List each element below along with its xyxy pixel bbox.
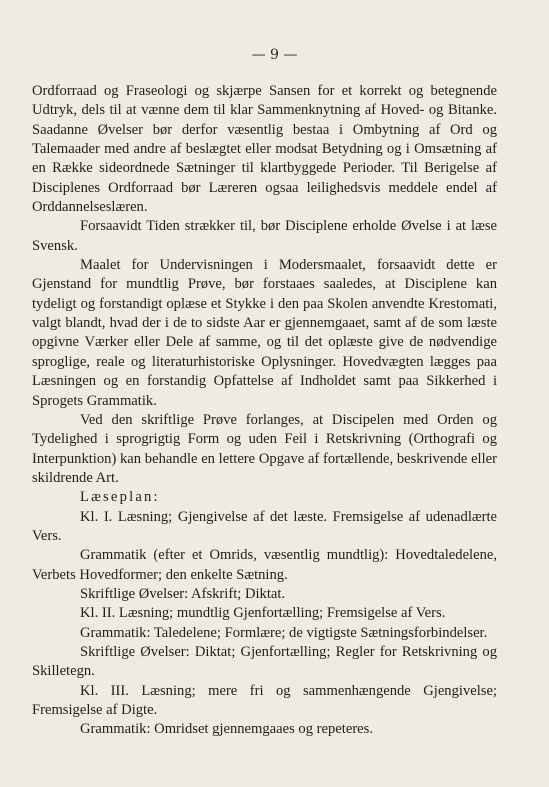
plan-entry: Grammatik: Omridset gjennemgaaes og repeteres. xyxy=(80,721,373,738)
paragraph: Ved den skriftlige Prøve forlanges, at Discipelen med Orden og Tydelighed i sprogrigtig Form og uden Feil i Retskrivning (Orthografi og Interpunktion) kan behandle en lettere Opgave af fortællende, beskrivende eller skildrende Art. xyxy=(32,411,497,486)
paragraph: Forsaavidt Tiden strækker til, bør Disciplene erholde Øvelse i at læse Svensk. xyxy=(32,218,497,254)
plan-heading: Læseplan: xyxy=(80,489,160,506)
plan-entry: Skriftlige Øvelser: Diktat; Gjenfortælling; Regler for Retskrivning og Skilletegn. xyxy=(32,643,497,680)
page-number: — 9 — xyxy=(251,47,298,63)
paragraph: Maalet for Undervisningen i Modersmaalet, forsaavidt dette er Gjenstand for mundtlig Prøve, bør forstaaes saaledes, at Disciplene kan tydeligt og forstandigt oplæse et Stykke i den paa Skolen anvendte Krestomati, valgt blandt, hvad der i de to sidste Aar er gjennemgaaet, samt af de som læste opgivne Værker eller Dele af samme, og til det oplæste give de nødvendige sproglige, reale og literaturhistoriske Oplysninger. Hovedvægten lægges paa Læsningen og en forstandig Opfattelse af Indholdet samt paa Sikkerhed i Sprogets Grammatik. xyxy=(32,257,497,409)
paragraph: Ordforraad og Fraseologi og skjærpe Sansen for et korrekt og betegnende Udtryk, dels til at vænne dem til klar Sammenknytning af Hoved- og Bitanke. Saadanne Øvelser bør derfor væsentlig bestaa i Ombytning af Ord og Talemaader med andre af beslægtet eller modsat Betydning og i Omsætning af en Række sideordnede Sætninger til klartbyggede Perioder. Til Berigelse af Disciplenes Ordforraad bør Læreren ogsaa leilighedsvis meddele endel af Orddannelseslæren. xyxy=(32,83,497,216)
plan-entry: Grammatik: Taledelene; Formlære; de vigtigste Sætningsforbindelser. xyxy=(80,624,488,641)
plan-entry: Skriftlige Øvelser: Afskrift; Diktat. xyxy=(80,585,286,602)
plan-entry: Grammatik (efter et Omrids, væsentlig mundtlig): Hovedtaledelene, Verbets Hovedformer; den enkelte Sætning. xyxy=(32,547,497,583)
plan-entry: Kl. I. Læsning; Gjengivelse af det læste. Fremsigelse af udenadlærte Vers. xyxy=(32,508,497,544)
plan-entry: Kl. III. Læsning; mere fri og sammenhængende Gjengivelse; Fremsigelse af Digte. xyxy=(32,682,497,718)
plan-entry: Kl. II. Læsning; mundtlig Gjenfortælling; Fremsigelse af Vers. xyxy=(80,605,446,622)
body-text xyxy=(32,82,497,740)
